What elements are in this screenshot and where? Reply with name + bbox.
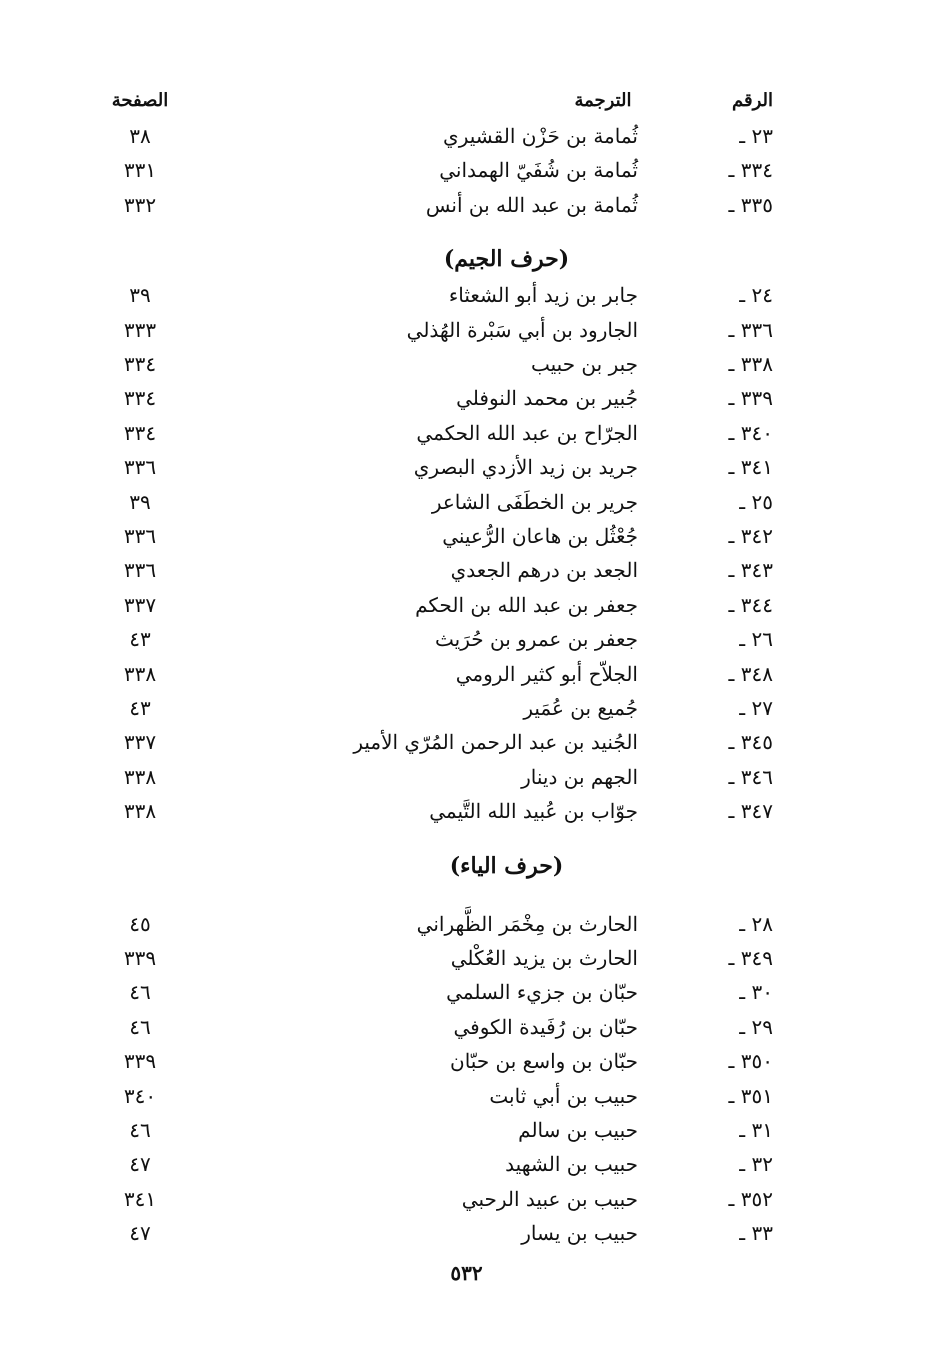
index-entry-row	[0, 1079, 933, 1113]
entry-number: ٣٤٧ ـ	[728, 799, 773, 823]
entry-page: ٤٧	[129, 1152, 151, 1176]
entry-page: ٣٣٦	[123, 558, 157, 582]
entry-number: ٢٥ ـ	[739, 490, 773, 514]
index-entry-row	[0, 760, 933, 794]
index-entry-row	[0, 381, 933, 415]
index-entry-row	[0, 519, 933, 553]
index-entry-row	[0, 941, 933, 975]
entry-number: ٣٤١ ـ	[728, 455, 773, 479]
entry-name: حبّان بن رُفَيدة الكوفي	[453, 1015, 638, 1039]
entry-number: ٣٤٣ ـ	[728, 558, 773, 582]
entry-number: ٣٤٦ ـ	[728, 765, 773, 789]
entry-name: جابر بن زيد أبو الشعثاء	[448, 283, 638, 307]
entry-page: ٣٣٦	[123, 524, 157, 548]
entry-name: الجعد بن درهم الجعدي	[450, 558, 638, 582]
entry-name: الحارث بن يزيد العُكْلي	[450, 946, 638, 970]
entry-name: جبر بن حبيب	[530, 352, 638, 376]
entry-number: ٣٣٤ ـ	[728, 158, 773, 182]
section-title-text: (حرف الياء)	[449, 852, 564, 879]
entry-name: جوّاب بن عُبيد الله التَّيمي	[429, 799, 638, 823]
entry-page: ٤٣	[129, 696, 151, 720]
entry-page: ٣٣١	[123, 158, 157, 182]
entry-name: جرير بن الخطَفَى الشاعر	[431, 490, 638, 514]
entry-number: ٣٤٥ ـ	[728, 730, 773, 754]
entry-page: ٣٣٧	[123, 730, 157, 754]
entry-name: حبيب بن يسار	[521, 1221, 638, 1245]
entry-page: ٤٦	[129, 980, 151, 1004]
entry-name: جُعْثُل بن هاعان الرُّعيني	[442, 524, 638, 548]
entry-name: حبيب بن عبيد الرحبي	[461, 1187, 638, 1211]
entry-number: ٣٤٩ ـ	[728, 946, 773, 970]
index-entry-row	[0, 1216, 933, 1250]
entry-name: الجلاّح أبو كثير الرومي	[455, 662, 638, 686]
column-header-row	[0, 84, 933, 118]
entry-page: ٣٣٣	[123, 318, 157, 342]
entry-page: ٣٩	[129, 283, 151, 307]
index-entry-row	[0, 188, 933, 222]
index-entry-row	[0, 153, 933, 187]
index-entry-row	[0, 794, 933, 828]
entry-name: الجهم بن دينار	[521, 765, 638, 789]
index-entry-row	[0, 1147, 933, 1181]
entry-page: ٣٣٧	[123, 593, 157, 617]
entry-name: جريد بن زيد الأزدي البصري	[413, 455, 638, 479]
entry-number: ٣٣ ـ	[739, 1221, 773, 1245]
entry-number: ٣٢ ـ	[739, 1152, 773, 1176]
entry-name: ثُمامة بن حَزْن القشيري	[443, 124, 638, 148]
index-entry-row	[0, 1113, 933, 1147]
entry-page: ٣٩	[129, 490, 151, 514]
index-entry-row	[0, 975, 933, 1009]
entry-name: الجرّاح بن عبد الله الحكمي	[416, 421, 638, 445]
entry-number: ٢٧ ـ	[739, 696, 773, 720]
entry-name: ثُمامة بن شُفَيّ الهمداني	[439, 158, 638, 182]
index-entry-row	[0, 416, 933, 450]
entry-number: ٣٤٤ ـ	[728, 593, 773, 617]
entry-page: ٣٣٩	[123, 1049, 157, 1073]
index-entry-row	[0, 1044, 933, 1078]
entry-number: ٢٤ ـ	[739, 283, 773, 307]
entry-page: ٣٣٤	[123, 421, 157, 445]
entry-number: ٣٠ ـ	[739, 980, 773, 1004]
index-entry-row	[0, 657, 933, 691]
section-title	[0, 242, 933, 276]
header-number: الرقم	[731, 90, 773, 111]
entry-number: ٢٦ ـ	[739, 627, 773, 651]
index-entry-row	[0, 450, 933, 484]
index-entry-row	[0, 278, 933, 312]
entry-name: حبيب بن أبي ثابت	[489, 1084, 638, 1108]
entry-name: جُبير بن محمد النوفلي	[456, 386, 638, 410]
entry-page: ٤٧	[129, 1221, 151, 1245]
entry-number: ٣٤٨ ـ	[728, 662, 773, 686]
entry-page: ٣٣٤	[123, 386, 157, 410]
entry-name: حبّان بن جزيء السلمي	[446, 980, 638, 1004]
entry-number: ٣١ ـ	[739, 1118, 773, 1142]
index-entry-row	[0, 588, 933, 622]
page-number: ٥٣٢	[450, 1261, 483, 1285]
entry-number: ٣٥٠ ـ	[728, 1049, 773, 1073]
index-entry-row	[0, 485, 933, 519]
entry-number: ٣٣٨ ـ	[728, 352, 773, 376]
entry-page: ٤٥	[129, 912, 151, 936]
index-entry-row	[0, 313, 933, 347]
entry-name: الجُنيد بن عبد الرحمن المُرّي الأمير	[353, 730, 638, 754]
entry-number: ٣٣٦ ـ	[728, 318, 773, 342]
entry-page: ٣٣٤	[123, 352, 157, 376]
entry-page: ٣٣٨	[123, 765, 157, 789]
index-entry-row	[0, 553, 933, 587]
entry-number: ٢٩ ـ	[739, 1015, 773, 1039]
entry-name: جُميع بن عُمَير	[523, 696, 638, 720]
entry-name: الحارث بن مِخْمَر الظَّهراني	[416, 912, 638, 936]
index-entry-row	[0, 622, 933, 656]
entry-number: ٣٤٢ ـ	[728, 524, 773, 548]
entry-page: ٣٣٢	[123, 193, 157, 217]
entry-number: ٢٨ ـ	[739, 912, 773, 936]
section-title	[0, 849, 933, 883]
entry-number: ٣٣٥ ـ	[728, 193, 773, 217]
header-translation: الترجمة	[574, 90, 632, 111]
index-entry-row	[0, 907, 933, 941]
index-entry-row	[0, 1010, 933, 1044]
entry-name: حبيب بن الشهيد	[505, 1152, 638, 1176]
index-entry-row	[0, 725, 933, 759]
entry-page: ٣٣٩	[123, 946, 157, 970]
entry-page: ٤٣	[129, 627, 151, 651]
entry-page: ٣٣٦	[123, 455, 157, 479]
index-entry-row	[0, 347, 933, 381]
entry-page: ٤٦	[129, 1118, 151, 1142]
entry-name: جعفر بن عبد الله بن الحكم	[415, 593, 638, 617]
entry-number: ٣٥٢ ـ	[728, 1187, 773, 1211]
entry-number: ٣٤٠ ـ	[728, 421, 773, 445]
header-page: الصفحة	[111, 90, 169, 111]
section-title-text: (حرف الجيم)	[443, 246, 570, 273]
index-entry-row	[0, 1182, 933, 1216]
entry-name: الجارود بن أبي سَبْرة الهُذلي	[406, 318, 638, 342]
entry-page: ٤٦	[129, 1015, 151, 1039]
entry-page: ٣٣٨	[123, 662, 157, 686]
entry-number: ٣٥١ ـ	[728, 1084, 773, 1108]
index-entry-row	[0, 119, 933, 153]
entry-number: ٢٣ ـ	[739, 124, 773, 148]
entry-name: جعفر بن عمرو بن حُرَيث	[435, 627, 638, 651]
entry-number: ٣٣٩ ـ	[728, 386, 773, 410]
entry-page: ٣٤١	[123, 1187, 157, 1211]
entry-page: ٣٣٨	[123, 799, 157, 823]
entry-page: ٣٨	[129, 124, 151, 148]
entry-name: ثُمامة بن عبد الله بن أنس	[425, 193, 638, 217]
entry-name: حبّان بن واسع بن حبّان	[450, 1049, 638, 1073]
entry-page: ٣٤٠	[123, 1084, 157, 1108]
entry-name: حبيب بن سالم	[518, 1118, 638, 1142]
index-entry-row	[0, 691, 933, 725]
